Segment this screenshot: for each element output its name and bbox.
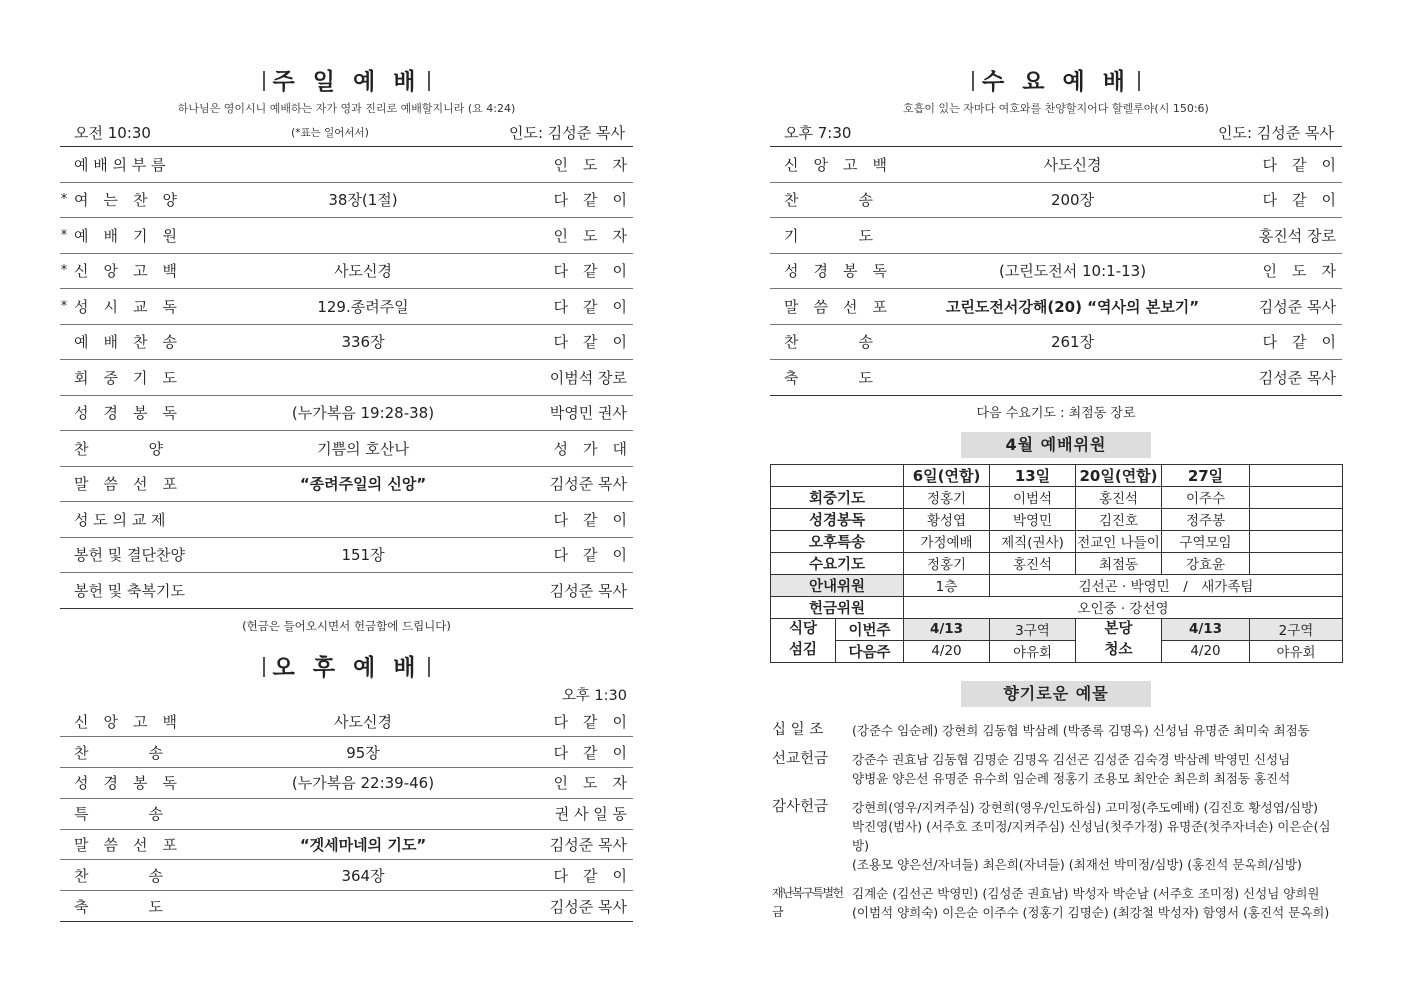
order-star: * bbox=[60, 298, 68, 314]
committee-cell: 구역모임 bbox=[1162, 530, 1250, 552]
order-label: 신 앙 고 백 bbox=[784, 155, 887, 174]
order-label: 찬 송 bbox=[784, 191, 873, 210]
order-star: * bbox=[60, 192, 68, 208]
offering-committee-row bbox=[771, 596, 1343, 618]
order-row bbox=[60, 218, 633, 254]
order-leader: 다 같 이 bbox=[553, 546, 627, 565]
order-leader: 김성준 목사 bbox=[549, 897, 627, 916]
order-label: 신 앙 고 백 bbox=[74, 712, 177, 731]
order-detail: 사도신경 bbox=[334, 262, 392, 281]
afternoon-title: 오 후 예 배 bbox=[60, 651, 633, 685]
date-col: 6일(연합) bbox=[904, 464, 990, 486]
offering-names bbox=[852, 750, 1342, 788]
sunday-meta bbox=[60, 119, 633, 147]
order-leader: 다 같 이 bbox=[553, 510, 627, 529]
order-row bbox=[60, 467, 633, 503]
offering-footnote: (헌금은 들어오시면서 헌금함에 드립니다) bbox=[242, 618, 451, 633]
order-leader: 김성준 목사 bbox=[1258, 297, 1336, 316]
order-leader: 다 같 이 bbox=[553, 866, 627, 885]
wednesday-meta bbox=[770, 119, 1342, 147]
order-row bbox=[60, 768, 633, 799]
order-row bbox=[60, 360, 633, 396]
order-row bbox=[60, 573, 633, 609]
right-page bbox=[770, 0, 1342, 932]
offering-label: 선교헌금 bbox=[772, 750, 829, 767]
order-leader: 다 같 이 bbox=[553, 743, 627, 762]
committee-cell: 황성엽 bbox=[904, 508, 990, 530]
clean-this-team: 2구역 bbox=[1250, 618, 1343, 640]
order-label: 축 도 bbox=[784, 368, 873, 387]
committee-cell: 정홍기 bbox=[904, 486, 990, 508]
wednesday-time: 오후 7:30 bbox=[784, 124, 852, 142]
order-row bbox=[770, 183, 1342, 219]
guide-floor: 1층 bbox=[904, 574, 990, 596]
offering-committee-names: 오인중 · 강선영 bbox=[904, 596, 1343, 618]
committee-cell: 홍진석 bbox=[990, 552, 1076, 574]
wednesday-title: 수 요 예 배 bbox=[770, 65, 1342, 99]
order-row bbox=[60, 325, 633, 361]
committee-cell: 박영민 bbox=[990, 508, 1076, 530]
order-label: 말 씀 선 포 bbox=[784, 297, 887, 316]
order-row bbox=[60, 502, 633, 538]
order-detail: 38장(1절) bbox=[328, 191, 398, 210]
meal-row-this bbox=[771, 618, 1343, 640]
order-leader: 다 같 이 bbox=[553, 191, 627, 210]
stand-note: (*표는 일어서서) bbox=[291, 127, 369, 139]
order-label: 예 배 의 부 름 bbox=[74, 155, 166, 174]
afternoon-order bbox=[60, 707, 633, 923]
order-leader: 인 도 자 bbox=[553, 155, 627, 174]
committee-header-row bbox=[771, 464, 1343, 486]
committee-row bbox=[771, 508, 1343, 530]
order-label: 성 시 교 독 bbox=[74, 297, 177, 316]
order-leader: 김성준 목사 bbox=[549, 836, 627, 855]
offering-line: 박진영(범사) (서주호 조미정/지켜주심) 신성님(첫주가정) 유명준(첫주자녀손) 이은순(심방) bbox=[852, 818, 1331, 853]
offering-line: 강현희(영우/지켜주심) 강현희(영우/인도하심) 고미정(추도예배) (김진호 황성엽/심방) bbox=[852, 799, 1319, 815]
order-detail: 129.종려주일 bbox=[317, 297, 409, 316]
meal-next-date: 4/20 bbox=[904, 640, 990, 662]
this-week-label: 이번주 bbox=[836, 618, 904, 640]
committee-cell: 가정예배 bbox=[904, 530, 990, 552]
offering-names bbox=[852, 798, 1342, 874]
committee-cell: 이범석 bbox=[990, 486, 1076, 508]
offering-names bbox=[852, 721, 1342, 740]
offering-item bbox=[770, 884, 1342, 922]
offering-label: 십 일 조 bbox=[772, 721, 824, 738]
next-week-label: 다음주 bbox=[836, 640, 904, 662]
offering-item bbox=[770, 798, 1342, 874]
offering-line: (강준수 임순례) 강현희 김동협 박삼례 (박종록 김명옥) 신성님 유명준 최미숙 최점동 bbox=[852, 722, 1310, 738]
order-row bbox=[60, 891, 633, 922]
sunday-title: 주 일 예 배 bbox=[60, 65, 633, 99]
order-detail: (누가복음 22:39-46) bbox=[291, 774, 435, 793]
committee-cell: 정홍기 bbox=[904, 552, 990, 574]
committee-row bbox=[771, 552, 1343, 574]
committee-title: 4월 예배위원 bbox=[961, 432, 1151, 458]
order-leader: 홍진석 장로 bbox=[1258, 226, 1336, 245]
order-label: 성 경 봉 독 bbox=[784, 262, 887, 281]
clean-this-date: 4/13 bbox=[1162, 618, 1250, 640]
committee-cell: 홍진석 bbox=[1076, 486, 1162, 508]
order-leader: 김성준 목사 bbox=[549, 581, 627, 600]
committee-cell: 최점동 bbox=[1076, 552, 1162, 574]
order-row bbox=[60, 396, 633, 432]
order-leader: 다 같 이 bbox=[553, 712, 627, 731]
offering-names bbox=[852, 884, 1342, 922]
order-label: 특 송 bbox=[74, 805, 163, 824]
date-col: 13일 bbox=[990, 464, 1076, 486]
order-label: 예 배 찬 송 bbox=[74, 333, 177, 352]
offering-label: 감사헌금 bbox=[772, 798, 829, 815]
guide-row bbox=[771, 574, 1343, 596]
offerings-title: 향기로운 예물 bbox=[961, 681, 1151, 707]
committee-cell: 김진호 bbox=[1076, 508, 1162, 530]
guide-label: 안내위원 bbox=[771, 574, 904, 596]
order-leader: 다 같 이 bbox=[553, 297, 627, 316]
order-label: 봉헌 및 결단찬양 bbox=[74, 546, 185, 565]
sunday-time: 오전 10:30 bbox=[74, 124, 151, 142]
order-detail: “종려주일의 신앙” bbox=[299, 475, 427, 494]
afternoon-time: 오후 1:30 bbox=[561, 687, 627, 704]
order-row bbox=[770, 289, 1342, 325]
meal-this-team: 3구역 bbox=[990, 618, 1076, 640]
order-row bbox=[60, 538, 633, 574]
date-col: 27일 bbox=[1162, 464, 1250, 486]
wednesday-verse: 호흡이 있는 자마다 여호와를 찬양할지어다 할렐루야(시 150:6) bbox=[903, 102, 1209, 115]
order-label: 봉헌 및 축복기도 bbox=[74, 581, 185, 600]
meal-next-team: 야유회 bbox=[990, 640, 1076, 662]
order-leader: 권 사 일 동 bbox=[554, 805, 627, 824]
order-leader: 인 도 자 bbox=[553, 774, 627, 793]
clean-next-team: 야유회 bbox=[1250, 640, 1343, 662]
committee-role: 성경봉독 bbox=[771, 508, 904, 530]
committee-cell: 전교인 나들이 bbox=[1076, 530, 1162, 552]
offering-item bbox=[770, 721, 1342, 740]
order-leader: 박영민 권사 bbox=[549, 404, 627, 423]
order-detail: 95장 bbox=[346, 743, 380, 762]
order-detail: 364장 bbox=[341, 866, 385, 885]
offering-label: 재난복구특별헌금 bbox=[772, 885, 843, 919]
meal-this-date: 4/13 bbox=[904, 618, 990, 640]
meal-label: 식당 섬김 bbox=[771, 618, 836, 662]
meal-row-next bbox=[771, 640, 1343, 662]
order-row bbox=[60, 431, 633, 467]
order-leader: 다 같 이 bbox=[553, 333, 627, 352]
order-label: 말 씀 선 포 bbox=[74, 836, 177, 855]
order-detail: “겟세마네의 기도” bbox=[299, 836, 427, 855]
order-leader: 다 같 이 bbox=[553, 262, 627, 281]
order-detail: 200장 bbox=[1050, 191, 1095, 210]
wednesday-leader: 인도: 김성준 목사 bbox=[1217, 124, 1334, 142]
order-label: 신 앙 고 백 bbox=[74, 262, 177, 281]
order-label: 성 도 의 교 제 bbox=[74, 510, 166, 529]
order-detail: 기쁨의 호산나 bbox=[317, 439, 409, 458]
clean-label: 본당 청소 bbox=[1076, 618, 1162, 662]
order-label: 말 씀 선 포 bbox=[74, 475, 177, 494]
committee-table bbox=[770, 464, 1343, 663]
offering-line: 김계순 (김선곤 박영민) (김성준 권효남) 박성자 박순남 (서주호 조미정) 신성님 양희원 bbox=[852, 885, 1320, 901]
order-row bbox=[60, 289, 633, 325]
order-label: 찬 양 bbox=[74, 439, 163, 458]
order-row bbox=[60, 147, 633, 183]
order-row bbox=[60, 830, 633, 861]
order-leader: 다 같 이 bbox=[1262, 333, 1336, 352]
order-leader: 인 도 자 bbox=[1262, 262, 1336, 281]
order-detail: 사도신경 bbox=[334, 712, 392, 731]
order-row bbox=[770, 325, 1342, 361]
order-label: 회 중 기 도 bbox=[74, 368, 177, 387]
order-row bbox=[60, 707, 633, 738]
order-label: 기 도 bbox=[784, 226, 873, 245]
order-leader: 성 가 대 bbox=[553, 439, 627, 458]
order-leader: 다 같 이 bbox=[1262, 155, 1336, 174]
order-label: 성 경 봉 독 bbox=[74, 404, 177, 423]
order-leader: 김성준 목사 bbox=[1258, 368, 1336, 387]
order-label: 예 배 기 원 bbox=[74, 226, 177, 245]
order-label: 여 는 찬 양 bbox=[74, 191, 177, 210]
order-row bbox=[60, 860, 633, 891]
committee-cell: 정주봉 bbox=[1162, 508, 1250, 530]
order-row bbox=[60, 799, 633, 830]
committee-role: 오후특송 bbox=[771, 530, 904, 552]
offering-line: (이범석 양희숙) 이은순 이주수 (정홍기 김명순) (최강철 박성자) 함영서 (홍진석 문옥희) bbox=[852, 904, 1330, 920]
order-label: 찬 송 bbox=[784, 333, 873, 352]
order-detail: 336장 bbox=[341, 333, 385, 352]
offering-item bbox=[770, 750, 1342, 788]
order-star: * bbox=[60, 263, 68, 279]
sunday-leader: 인도: 김성준 목사 bbox=[508, 124, 625, 142]
order-detail: (고린도전서 10:1-13) bbox=[998, 262, 1147, 281]
order-detail: 151장 bbox=[341, 546, 385, 565]
offering-line: 양병윤 양은선 유명준 유수희 임순례 정홍기 조용모 최안순 최은희 최점동 홍진석 bbox=[852, 770, 1291, 786]
left-page bbox=[60, 0, 633, 922]
guide-names: 김선곤 · 박영민 / 새가족팀 bbox=[990, 574, 1343, 596]
order-detail: 고린도전서강해(20) “역사의 본보기” bbox=[945, 297, 1200, 316]
order-detail: (누가복음 19:28-38) bbox=[291, 404, 435, 423]
order-row bbox=[770, 360, 1342, 396]
committee-role: 회중기도 bbox=[771, 486, 904, 508]
wednesday-order bbox=[770, 147, 1342, 396]
order-label: 성 경 봉 독 bbox=[74, 774, 177, 793]
order-detail: 사도신경 bbox=[1043, 155, 1102, 174]
committee-row bbox=[771, 530, 1343, 552]
next-wednesday-prayer: 다음 수요기도 : 최점동 장로 bbox=[976, 405, 1136, 421]
order-row bbox=[60, 254, 633, 290]
committee-row bbox=[771, 486, 1343, 508]
clean-next-date: 4/20 bbox=[1162, 640, 1250, 662]
order-leader: 이범석 장로 bbox=[549, 368, 627, 387]
order-label: 축 도 bbox=[74, 897, 163, 916]
sunday-order bbox=[60, 147, 633, 609]
order-row bbox=[60, 183, 633, 219]
committee-cell: 이주수 bbox=[1162, 486, 1250, 508]
committee-cell: 강효윤 bbox=[1162, 552, 1250, 574]
order-row bbox=[770, 254, 1342, 290]
committee-role: 수요기도 bbox=[771, 552, 904, 574]
order-leader: 인 도 자 bbox=[553, 226, 627, 245]
offering-committee-label: 헌금위원 bbox=[771, 596, 904, 618]
order-row bbox=[60, 737, 633, 768]
order-star: * bbox=[60, 227, 68, 243]
order-label: 찬 송 bbox=[74, 743, 163, 762]
offering-line: (조용모 양은선/자녀들) 최은희(자녀들) (최재선 박미정/심방) (홍진석 문옥희/심방) bbox=[852, 856, 1302, 872]
offerings-list bbox=[770, 721, 1342, 922]
date-col: 20일(연합) bbox=[1076, 464, 1162, 486]
offering-line: 강준수 권효남 김동협 김명순 김명옥 김선곤 김성준 김숙경 박삼례 박영민 신성님 bbox=[852, 751, 1291, 767]
sunday-verse: 하나님은 영이시니 예배하는 자가 영과 진리로 예배할지니라 (요 4:24) bbox=[177, 102, 516, 115]
committee-cell: 제직(권사) bbox=[990, 530, 1076, 552]
order-leader: 김성준 목사 bbox=[549, 475, 627, 494]
order-label: 찬 송 bbox=[74, 866, 163, 885]
order-leader: 다 같 이 bbox=[1262, 191, 1336, 210]
order-detail: 261장 bbox=[1050, 333, 1095, 352]
order-row bbox=[770, 218, 1342, 254]
order-row bbox=[770, 147, 1342, 183]
